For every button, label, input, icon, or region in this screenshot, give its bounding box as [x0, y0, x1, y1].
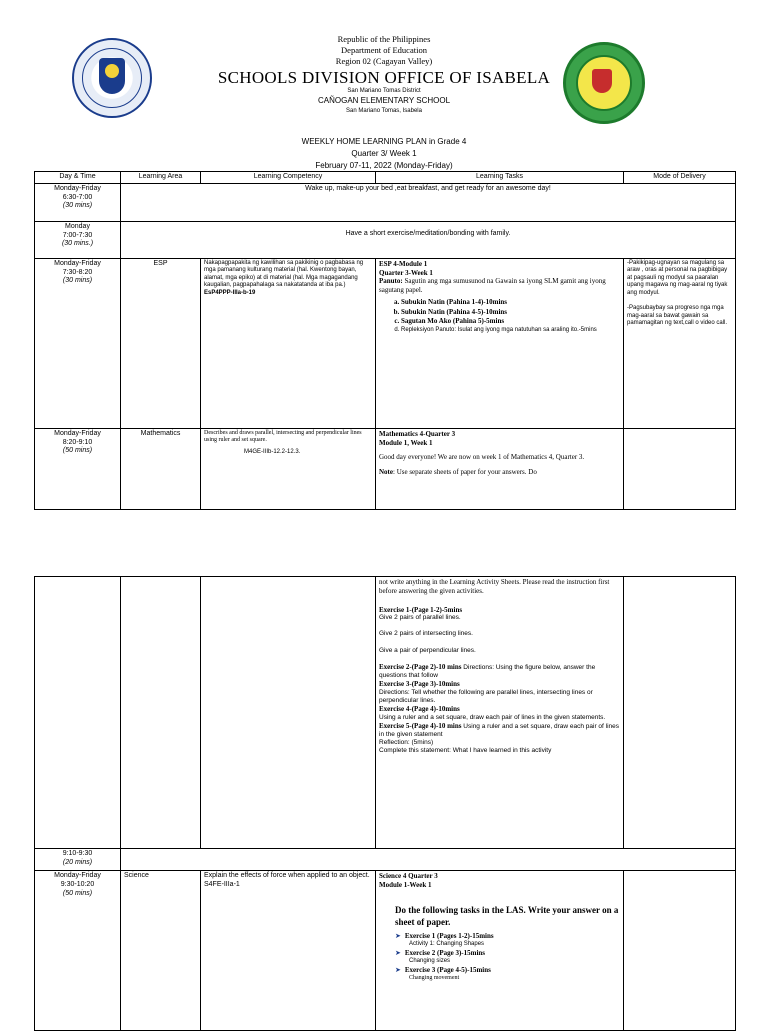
day-time-cell	[35, 258, 121, 428]
list-item	[395, 966, 620, 982]
delivery-cell	[624, 428, 736, 509]
exercise-title: Exercise 2-(Page 2)-10 mins	[379, 662, 462, 671]
header-school: CAÑOGAN ELEMENTARY SCHOOL	[317, 96, 451, 105]
arrow-bullet-icon: ➤	[395, 949, 401, 958]
day-time-cell	[35, 428, 121, 509]
note-text: : Use separate sheets of paper for your answers. Do	[393, 468, 537, 476]
task-week: Quarter 3-Week 1	[379, 268, 433, 277]
column-header: Mode of Delivery	[624, 172, 736, 184]
break-cell	[121, 849, 736, 871]
column-header: Learning Tasks	[376, 172, 624, 184]
duration-text: (50 mins)	[62, 889, 93, 897]
arrow-bullet-icon: ➤	[395, 931, 401, 940]
time-text: 6:30-7:00	[62, 193, 93, 201]
day-text: Monday-Friday	[54, 259, 101, 267]
exercise-text: Directions: Using the figure below, answer the questions that follow	[379, 663, 596, 679]
competency-code: EsP4PPP-IIIa-b-19	[204, 289, 256, 296]
day-time-cell	[35, 871, 121, 1031]
day-time-cell	[35, 183, 121, 221]
task-week: Module 1-Week 1	[379, 880, 432, 889]
reflection-label: Reflection: (5mins)	[379, 739, 434, 746]
table-row	[35, 221, 736, 258]
table-row	[35, 577, 736, 849]
table-row	[35, 183, 736, 221]
learning-area-cell: Science	[121, 871, 201, 1031]
task-continuation: not write anything in the Learning Activity Sheets. Please read the instruction first before answering the given activities.	[379, 578, 610, 595]
learning-tasks-cell	[376, 577, 624, 849]
exercise-title: Exercise 1 (Pages 1-2)-15mins	[404, 931, 494, 940]
routine-cell: Have a short exercise/meditation/bonding with family.	[121, 221, 736, 258]
learning-tasks-cell	[376, 871, 624, 1031]
table-row	[35, 258, 736, 428]
delivery-text: -Pagsubaybay sa progreso nga mga mag-aaral sa bawat gawain sa pamamagitan ng text,call o video call.	[627, 305, 728, 327]
list-item: d. Repleksiyon Panuto: Isulat ang iyong mga natutuhan sa araling ito.-5mins	[401, 327, 620, 335]
header-district: San Mariano Tomas District	[347, 88, 421, 94]
competency-cell	[201, 428, 376, 509]
learning-tasks-cell	[376, 428, 624, 509]
delivery-cell	[624, 871, 736, 1031]
duration-text: (30 mins.)	[61, 240, 94, 248]
day-time-cell	[35, 221, 121, 258]
competency-cell	[201, 577, 376, 849]
duration-text: (50 mins)	[62, 447, 93, 455]
science-instruction: Do the following tasks in the LAS. Write your answer on a sheet of paper.	[395, 904, 619, 927]
plan-quarter: Quarter 3/ Week 1	[351, 149, 417, 158]
science-exercise-list	[395, 932, 620, 983]
duration-text: (30 mins)	[62, 202, 93, 210]
duration-text: (30 mins)	[62, 277, 93, 285]
day-text: Monday	[65, 222, 90, 230]
plan-table-part-2	[34, 576, 736, 1031]
column-header: Learning Competency	[201, 172, 376, 184]
task-title: Science 4 Quarter 3	[379, 872, 438, 880]
exercise-text: Using a ruler and a set square, draw each pair of lines in the given statements.	[379, 713, 606, 721]
list-item: b. Subukin Natin (Pahina 4-5)-10mins	[401, 308, 620, 317]
list-item	[395, 932, 620, 948]
task-list	[379, 298, 620, 335]
time-text: 8:20-9:10	[62, 438, 93, 446]
day-text: Monday-Friday	[54, 872, 101, 879]
competency-code: S4FE-IIIa-1	[204, 880, 240, 888]
time-text: 9:30-10:20	[60, 880, 95, 888]
exercise-text: Directions: Tell whether the following are parallel lines, intersecting lines or perpendicular lines.	[379, 688, 593, 704]
exercise-text: Give 2 pairs of intersecting lines.	[379, 630, 473, 638]
exercise-subtitle: Activity 1: Changing Shapes	[409, 940, 485, 947]
exercise-title: Exercise 2 (Page 3)-15mins	[404, 949, 486, 958]
list-item: c. Sagutan Mo Ako (Pahina 5)-5mins	[401, 317, 620, 326]
column-header: Day & Time	[35, 172, 121, 184]
learning-tasks-cell	[376, 258, 624, 428]
column-header: Learning Area	[121, 172, 201, 184]
exercise-subtitle: Changing sizes	[409, 957, 451, 964]
table-row	[35, 428, 736, 509]
plan-dates: February 07-11, 2022 (Monday-Friday)	[315, 161, 453, 170]
table-row	[35, 871, 736, 1031]
day-time-cell	[35, 849, 121, 871]
list-item: a. Subukin Natin (Pahina 1-4)-10mins	[401, 298, 620, 307]
header-division: SCHOOLS DIVISION OFFICE OF ISABELA	[217, 68, 551, 87]
time-text: 7:30-8:20	[62, 268, 93, 276]
note-label: Note	[379, 468, 393, 476]
exercise-title: Exercise 5-(Page 4)-10 mins	[379, 721, 462, 730]
task-intro: Good day everyone! We are now on week 1 of Mathematics 4, Quarter 3.	[379, 453, 585, 462]
table-header-row	[35, 172, 736, 184]
routine-cell: Wake up, make-up your bed ,eat breakfast, and get ready for an awesome day!	[121, 183, 736, 221]
learning-area-cell: ESP	[121, 258, 201, 428]
arrow-bullet-icon: ➤	[395, 966, 401, 975]
list-item	[395, 949, 620, 965]
table-row	[35, 849, 736, 871]
delivery-text: -Pakikipag-ugnayan sa magulang sa araw , oras at personal na pagbibigay at pagsauli ng modyul sa paaralan upang magawa ng mag-aaral ng tiyak ang modyul.	[627, 259, 728, 296]
learning-area-cell	[121, 577, 201, 849]
exercise-text: Using a ruler and a set square, draw each pair of lines in the given statement	[379, 722, 620, 738]
exercise-title: Exercise 1-(Page 1-2)-5mins	[379, 605, 463, 614]
exercise-title: Exercise 4-(Page 4)-10mins	[379, 704, 460, 713]
time-text: 9:10-9:30	[62, 850, 93, 857]
exercise-subtitle: Changing movement	[409, 975, 460, 982]
exercise-title: Exercise 3-(Page 3)-10mins	[379, 679, 460, 688]
day-time-cell	[35, 577, 121, 849]
delivery-cell	[624, 258, 736, 428]
learning-area-cell: Mathematics	[121, 428, 201, 509]
exercise-text: Give a pair of perpendicular lines.	[379, 646, 476, 654]
header-address: San Mariano Tomas, Isabela	[346, 108, 422, 114]
plan-table-part-1	[34, 171, 736, 510]
reflection-text: Complete this statement: What I have learned in this activity	[379, 747, 552, 755]
task-title: ESP 4-Module 1	[379, 259, 428, 268]
header-department: Department of Education	[341, 45, 427, 55]
panuto-text: Sagutin ang mga sumusunod na Gawain sa iyong SLM gamit ang iyong sagutang papel.	[379, 277, 606, 294]
competency-text: Nakapagpapakita ng kawilihan sa pakikinig o pagbabasa ng mga pamanang kulturang material (hal. Kwentong bayan, alamat, mga epiko) at di material (hal. Mga magagandang kaugalian, pagpapahalaga sa nakatatanda at iba pa.)	[204, 259, 364, 289]
day-text: Monday-Friday	[54, 429, 101, 437]
competency-code: M4GE-IIIb-12.2-12.3.	[244, 448, 301, 455]
task-title: Mathematics 4-Quarter 3	[379, 429, 456, 438]
header-region: Region 02 (Cagayan Valley)	[335, 56, 433, 66]
task-week: Module 1, Week 1	[379, 438, 433, 447]
time-text: 7:00-7:30	[62, 231, 93, 239]
plan-title: WEEKLY HOME LEARNING PLAN in Grade 4	[301, 137, 467, 146]
competency-text: Explain the effects of force when applied to an object.	[204, 872, 370, 879]
competency-text: Describes and draws parallel, intersecting and perpendicular lines using ruler and set square.	[204, 429, 362, 444]
day-text: Monday-Friday	[54, 184, 101, 192]
exercise-title: Exercise 3 (Page 4-5)-15mins	[404, 966, 491, 975]
duration-text: (20 mins)	[62, 858, 93, 866]
panuto-label: Panuto:	[379, 277, 403, 286]
competency-cell	[201, 258, 376, 428]
header-republic: Republic of the Philippines	[337, 34, 431, 44]
competency-cell	[201, 871, 376, 1031]
exercise-text: Give 2 pairs of parallel lines.	[379, 614, 461, 622]
delivery-cell	[624, 577, 736, 849]
